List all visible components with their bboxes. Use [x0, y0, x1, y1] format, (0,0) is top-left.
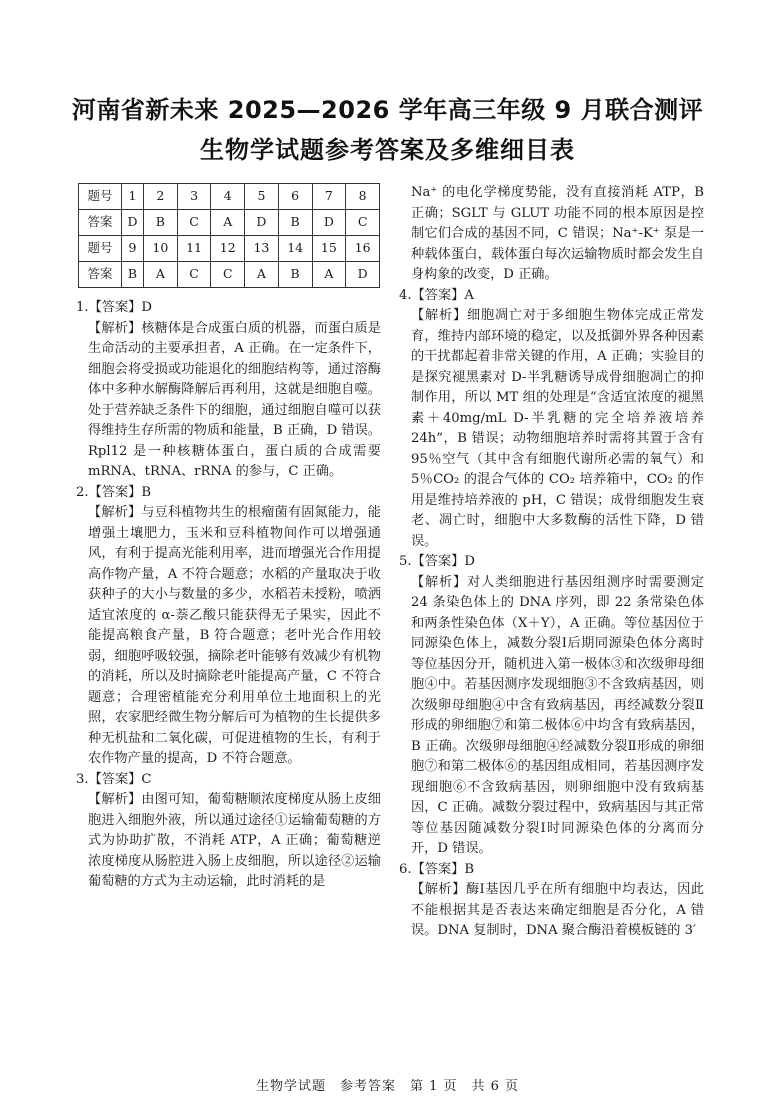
table-cell: 10 — [143, 236, 177, 262]
page-subtitle: 生物学试题参考答案及多维细目表 — [200, 136, 575, 164]
left-column — [76, 183, 381, 893]
table-cell: 8 — [346, 184, 380, 210]
table-cell: B — [143, 210, 177, 236]
table-cell: D — [346, 262, 380, 288]
table-row — [79, 262, 380, 288]
table-cell: B — [278, 210, 312, 236]
table-row — [79, 236, 380, 262]
table-cell: B — [278, 262, 312, 288]
table-cell: 16 — [346, 236, 380, 262]
table-cell: D — [122, 210, 144, 236]
table-cell: 13 — [245, 236, 279, 262]
q2-explanation: 【解析】与豆科植物共生的根瘤菌有固氮能力，能增强土壤肥力，玉米和豆科植物间作可以增强通风，有利于提高光能利用率，进而增强光合作用提高作物产量，A 不符合题意；水稻的产量取决于收获种子的大小与数量的多少，水稻若未授粉，喷洒适宜浓度的 α-萘乙酸只能获得无子果实，因此不能提高粮食产量，B 符合题意；老叶光合作用较弱，细胞呼吸较强，摘除老叶能够有效减少有机物的消耗，所以及时摘除老叶能提高产量，C 不符合题意；合理密植能充分利用单位土地面积上的光照，农家肥经微生物分解后可为植物的生长提供多种无机盐和二氧化碳，可促进植物的生长，有利于农作物产量的提高，D 不符合题意。 — [88, 505, 381, 766]
q2-answer-heading: 2.【答案】B — [76, 484, 152, 500]
table-cell: D — [245, 210, 279, 236]
q1-explanation: 【解析】核糖体是合成蛋白质的机器，而蛋白质是生命活动的主要承担者，A 正确。在一定条件下，细胞会将受损或功能退化的细胞结构等，通过溶酶体中多种水解酶降解后再利用，这就是细胞自噬。处于营养缺乏条件下的细胞，通过细胞自噬可以获得维持生存所需的物质和能量，B 正确，D 错误。Rpl12 是一种核糖体蛋白，蛋白质的合成需要 mRNA、tRNA、rRNA 的参与，C 正确。 — [88, 320, 381, 479]
table-cell: 题号 — [79, 184, 122, 210]
table-cell: C — [211, 262, 245, 288]
table-cell: C — [177, 262, 211, 288]
table-cell: B — [122, 262, 144, 288]
table-cell: 3 — [177, 184, 211, 210]
table-cell: 答案 — [79, 262, 122, 288]
table-row — [79, 210, 380, 236]
table-cell: 7 — [312, 184, 346, 210]
table-cell: 5 — [245, 184, 279, 210]
table-cell: 12 — [211, 236, 245, 262]
table-cell: 14 — [278, 236, 312, 262]
q4-explanation: 【解析】细胞凋亡对于多细胞生物体完成正常发育，维持内部环境的稳定，以及抵御外界各种因素的干扰都起着非常关键的作用，A 正确；实验目的是探究褪黑素对 D-半乳糖诱导成骨细胞凋亡的抑制作用，所以 MT 组的处理是“含适宜浓度的褪黑素＋40mg/mL D-半乳糖的完全培养液培养 24h”，B 错误；动物细胞培养时需将其置于含有 95％空气（其中含有细胞代谢所必需的氧气）和 5％CO₂ 的混合气体的 CO₂ 培养箱中，CO₂ 的作用是维持培养液的 pH，C 错误；成骨细胞发生衰老、凋亡时，细胞中大多数酶的活性下降，D 错误。 — [411, 308, 704, 549]
table-row — [79, 184, 380, 210]
q3-explanation: 【解析】由图可知，葡萄糖顺浓度梯度从肠上皮细胞进入细胞外液，所以通过途径①运输葡萄糖的方式为协助扩散，不消耗 ATP，A 正确；葡萄糖逆浓度梯度从肠腔进入肠上皮细胞，所以途径②运输葡萄糖的方式为主动运输，此时消耗的是 — [88, 792, 381, 889]
page-footer: 生物学试题 参考答案 第 1 页 共 6 页 — [255, 1079, 520, 1094]
answer-table — [78, 183, 380, 288]
table-cell: 11 — [177, 236, 211, 262]
table-cell: D — [312, 210, 346, 236]
q5-explanation: 【解析】对人类细胞进行基因组测序时需要测定 24 条染色体上的 DNA 序列，即 22 条常染色体和两条性染色体（X＋Y），A 正确。等位基因位于同源染色体上，减数分裂Ⅰ后期同源染色体分离时等位基因分开，随机进入第一极体③和次级卵母细胞④中。若基因测序发现细胞③不含致病基因，则次级卵母细胞④中含有致病基因，再经减数分裂Ⅱ形成的卵细胞⑦和第二极体⑥中均含有致病基因，B 正确。次级卵母细胞④经减数分裂Ⅱ形成的卵细胞⑦和第二极体⑥的基因组成相同，若基因测序发现细胞⑥不含致病基因，则卵细胞中没有致病基因，C 正确。减数分裂过程中，致病基因与其正常等位基因随减数分裂Ⅰ时同源染色体的分离而分开，D 错误。 — [411, 574, 704, 856]
table-cell: 15 — [312, 236, 346, 262]
q3-answer-heading: 3.【答案】C — [76, 771, 152, 787]
table-cell: A — [245, 262, 279, 288]
table-cell: 1 — [122, 184, 144, 210]
table-cell: 4 — [211, 184, 245, 210]
q6-answer-heading: 6.【答案】B — [399, 861, 475, 877]
q5-answer-heading: 5.【答案】D — [399, 554, 475, 569]
q1-answer-heading: 1.【答案】D — [76, 300, 152, 315]
table-cell: A — [211, 210, 245, 236]
table-cell: 2 — [143, 184, 177, 210]
q3-explanation-continued: Na⁺ 的电化学梯度势能，没有直接消耗 ATP，B 正确；SGLT 与 GLUT 功能不同的根本原因是控制它们合成的基因不同，C 错误；Na⁺-K⁺ 泵是一种载体蛋白，载体蛋白每次运输物质时都会发生自身构象的改变，D 正确。 — [411, 185, 704, 282]
q4-answer-heading: 4.【答案】A — [399, 287, 474, 303]
table-cell: C — [177, 210, 211, 236]
page-title: 河南省新未来 2025—2026 学年高三年级 9 月联合测评 — [71, 96, 704, 124]
q6-explanation: 【解析】酶Ⅰ基因几乎在所有细胞中均表达，因此不能根据其是否表达来确定细胞是否分化，A 错误。DNA 复制时，DNA 聚合酶沿着模板链的 3′ — [411, 882, 704, 938]
table-cell: A — [312, 262, 346, 288]
table-cell: C — [346, 210, 380, 236]
table-cell: 9 — [122, 236, 144, 262]
table-cell: 题号 — [79, 236, 122, 262]
right-column — [399, 183, 704, 942]
table-cell: A — [143, 262, 177, 288]
table-cell: 答案 — [79, 210, 122, 236]
table-cell: 6 — [278, 184, 312, 210]
